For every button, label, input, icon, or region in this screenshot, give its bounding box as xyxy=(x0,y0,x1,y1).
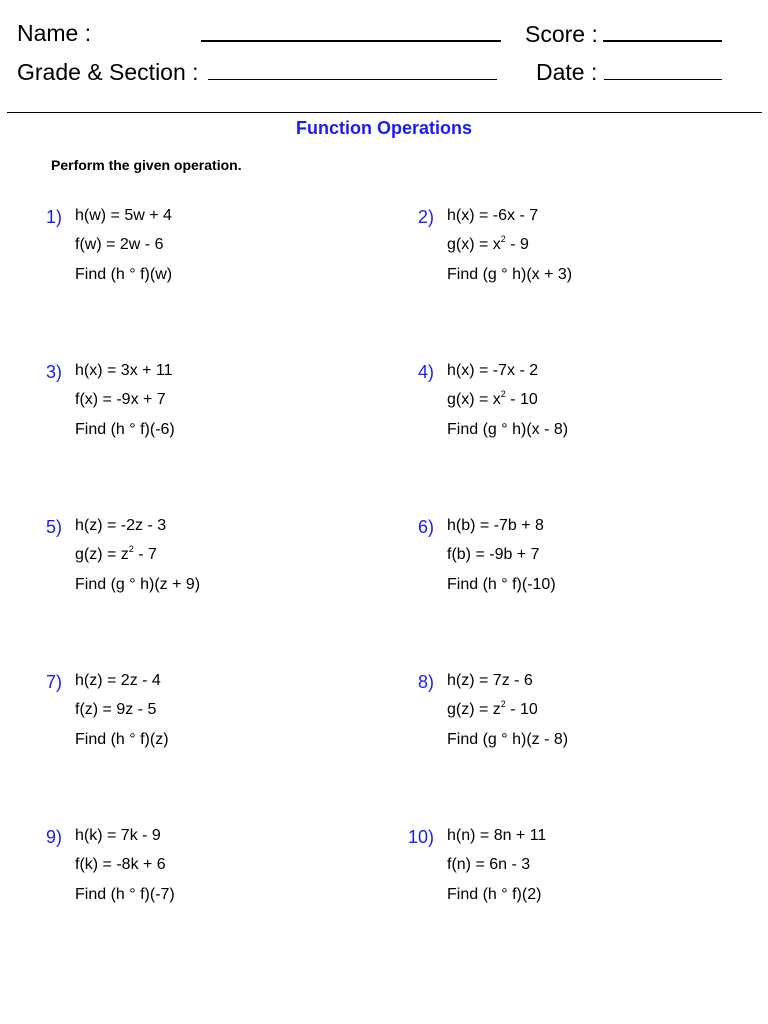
problem-function-1: h(x) = 3x + 11 xyxy=(75,362,173,379)
problem-find: Find (g ° h)(x + 3) xyxy=(447,266,573,283)
problem-function-2: $g(x) = x^2 - 10$ xyxy=(447,389,538,408)
instructions: Perform the given operation. xyxy=(51,157,242,173)
name-field-line[interactable] xyxy=(201,40,501,42)
problem-function-2: f(n) = 6n - 3 xyxy=(447,856,531,873)
score-label: Score : xyxy=(525,21,598,47)
problem-function-2: f(x) = -9x + 7 xyxy=(75,391,166,408)
problem-function-2: f(w) = 2w - 6 xyxy=(75,236,164,253)
problem-function-2: f(z) = 9z - 5 xyxy=(75,701,157,718)
grade-section-label: Grade & Section : xyxy=(17,59,199,85)
problem-function-2: f(b) = -9b + 7 xyxy=(447,546,540,563)
problem-function-1: h(w) = 5w + 4 xyxy=(75,207,172,224)
problem-find: Find (h ° f)(-6) xyxy=(75,421,175,438)
header-divider xyxy=(7,112,762,113)
problem-number: 4) xyxy=(417,362,434,382)
problem-find: Find (g ° h)(z + 9) xyxy=(75,576,201,593)
problem-find: Find (g ° h)(z - 8) xyxy=(447,731,569,748)
problem-function-1: h(k) = 7k - 9 xyxy=(75,827,161,844)
problem-number: 8) xyxy=(417,672,434,692)
problem-function-2: $g(z) = z^2 - 7$ xyxy=(75,544,157,563)
problem-function-1: h(b) = -7b + 8 xyxy=(447,517,544,534)
date-field-line[interactable] xyxy=(604,79,722,80)
problem-number: 1) xyxy=(45,207,62,227)
problem-find: Find (h ° f)(2) xyxy=(447,886,542,903)
problem-function-1: h(z) = 2z - 4 xyxy=(75,672,161,689)
problem-function-2: $g(z) = z^2 - 10$ xyxy=(447,699,538,718)
problem-function-1: h(n) = 8n + 11 xyxy=(447,827,547,844)
date-label: Date : xyxy=(536,59,598,85)
problem-number: 9) xyxy=(45,827,62,847)
worksheet-title: Function Operations xyxy=(295,118,472,138)
problem-function-1: h(z) = -2z - 3 xyxy=(75,517,167,534)
problem-find: Find (h ° f)(w) xyxy=(75,266,173,283)
problem-number: 7) xyxy=(45,672,62,692)
problem-number: 3) xyxy=(45,362,62,382)
problem-find: Find (h ° f)(-10) xyxy=(447,576,556,593)
problem-function-2: f(k) = -8k + 6 xyxy=(75,856,166,873)
problem-function-1: h(x) = -6x - 7 xyxy=(447,207,539,224)
score-field-line[interactable] xyxy=(603,40,722,42)
name-label: Name : xyxy=(17,20,92,46)
problem-find: Find (h ° f)(z) xyxy=(75,731,169,748)
problem-function-1: h(x) = -7x - 2 xyxy=(447,362,539,379)
problem-function-1: h(z) = 7z - 6 xyxy=(447,672,533,689)
problem-number: 10) xyxy=(407,827,434,847)
problem-number: 5) xyxy=(45,517,62,537)
grade-section-field-line[interactable] xyxy=(208,79,497,80)
problem-function-2: $g(x) = x^2 - 9$ xyxy=(447,234,529,253)
problem-number: 6) xyxy=(417,517,434,537)
problem-find: Find (h ° f)(-7) xyxy=(75,886,175,903)
problem-number: 2) xyxy=(417,207,434,227)
problem-find: Find (g ° h)(x - 8) xyxy=(447,421,569,438)
